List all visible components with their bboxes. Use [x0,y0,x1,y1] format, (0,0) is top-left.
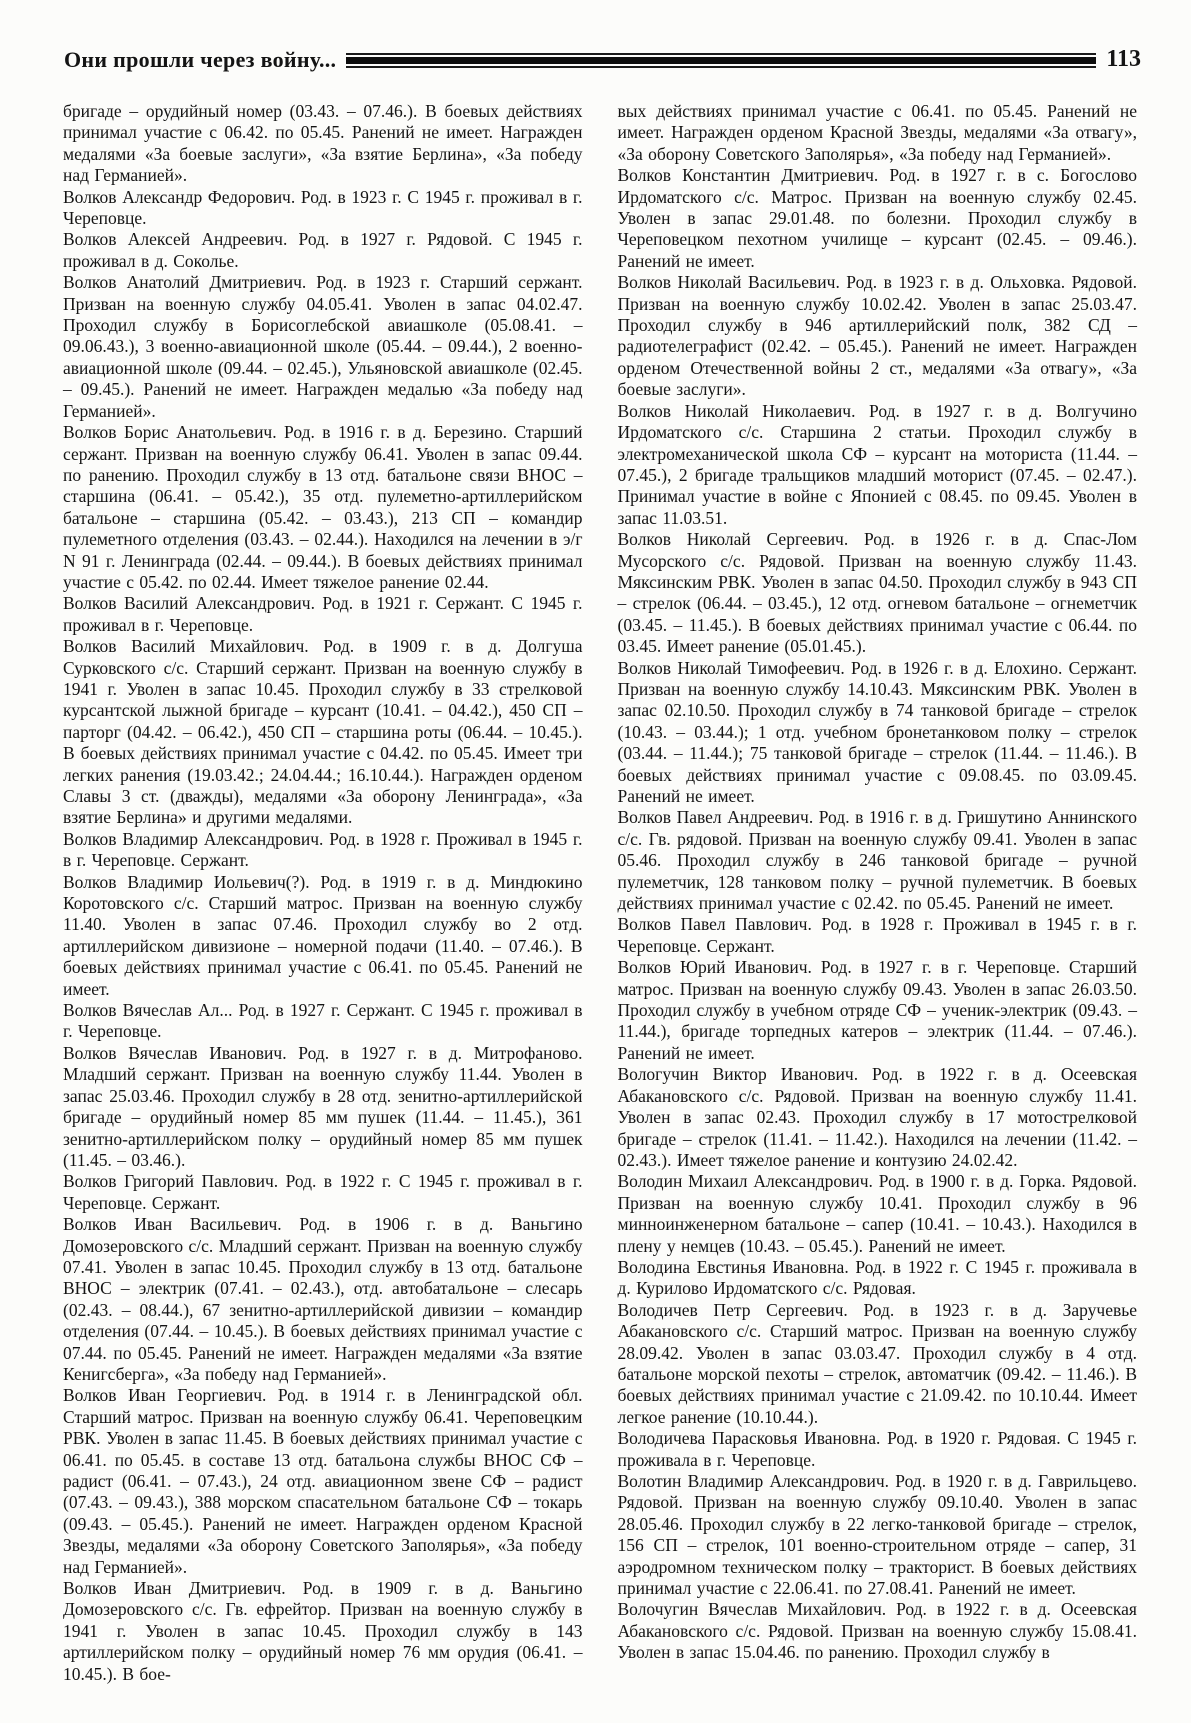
biography-entry: бригаде – орудийный номер (03.43. – 07.46.). В боевых действиях принимал участие с 06.42. по 05.45. Ранений не имеет. Награжден медалями «За боевые заслуги», «За взятие Берлина», «За победу над Германией». [63,101,583,186]
biography-entry: Волков Константин Дмитриевич. Род. в 1927 г. в с. Богослово Ирдоматского с/с. Матрос. Призван на военную службу 02.45. Уволен в запас 29.01.48. по болезни. Проходил службу в Череповецком пехотном училище – курсант (02.45. – 09.46.). Ранений не имеет. [617,165,1137,271]
rule-line-thin-bottom [346,66,1096,68]
biography-entry: Волков Александр Федорович. Род. в 1923 г. С 1945 г. проживал в г. Череповце. [63,186,583,229]
biography-entry: Волков Иван Васильевич. Род. в 1906 г. в д. Ваньгино Домозеровского с/с. Младший сержант. Призван на военную службу 07.41. Уволен в запас 10.45. Проходил службу в 13 отд. батальоне ВНОС – электрик (07.41. – 02.43.), отд. автобатальоне – слесарь (02.43. – 08.44.), 67 зенитно-артиллерийской дивизии – командир отделения (07.44. – 10.45.). В боевых действиях принимал участие с 07.44. по 05.45. Ранений не имеет. Награжден медалями «За взятие Кенигсберга», «За победу над Германией». [63,1214,583,1384]
rule-line-thick [346,57,1096,64]
biography-entry: Волков Юрий Иванович. Род. в 1927 г. в г. Череповце. Старший матрос. Призван на военную службу 09.43. Уволен в запас 26.03.50. Проходил службу в учебном отряде СФ – ученик-электрик (09.43. – 11.44.), бригаде торпедных катеров – электрик (11.44. – 07.46.). Ранений не имеет. [617,957,1137,1063]
biography-entry: Волков Павел Павлович. Род. в 1928 г. Проживал в 1945 г. в г. Череповце. Сержант. [617,914,1137,956]
biography-entry: Володин Михаил Александрович. Род. в 1900 г. в д. Горка. Рядовой. Призван на военную службу 10.41. Проходил службу в 96 минноинженерном батальоне – сапер (10.41. – 10.43.). Находился в плену у немцев (10.43. – 05.45.). Ранений не имеет. [617,1171,1137,1256]
biography-entry: Волков Иван Георгиевич. Род. в 1914 г. в Ленинградской обл. Старший матрос. Призван на военную службу 06.41. Череповецким РВК. Уволен в запас 11.45. В боевых действиях принимал участие с 06.41. по 05.45. в составе 13 отд. батальона службы ВНОС СФ – радист (06.41. – 07.43.), 24 отд. авиационном звене СФ – радист (07.43. – 09.43.), 388 морском спасательном батальоне СФ – токарь (09.43. – 05.45.). Ранений не имеет. Награжден орденом Красной Звезды, медалями «За оборону Советского Заполярья», «За победу над Германией». [63,1385,583,1577]
biography-entry: Волочугин Вячеслав Михайлович. Род. в 1922 г. в д. Осеевская Абакановского с/с. Рядовой. Призван на военную службу 15.08.41. Уволен в запас 15.04.46. по ранению. Проходил службу в [617,1599,1137,1663]
biography-entry: Волков Павел Андреевич. Род. в 1916 г. в д. Гришутино Аннинского с/с. Гв. рядовой. Призван на военную службу 09.41. Уволен в запас 05.46. Проходил службу в 246 танковой бригаде – ручной пулеметчик, 128 танковом полку – ручной пулеметчик. В боевых действиях принимал участие с 02.42. по 05.45. Ранений не имеет. [617,807,1137,914]
biography-entry: Волков Анатолий Дмитриевич. Род. в 1923 г. Старший сержант. Призван на военную службу 04.05.41. Уволен в запас 04.02.47. Проходил службу в Борисоглебской авиашколе (05.08.41. – 09.06.43.), 3 военно-авиационной школе (05.44. – 09.44.), 2 военно-авиационной школе (09.44. – 02.45.), Ульяновской авиашколе (02.45. – 09.45.). Ранений не имеет. Награжден медалью «За победу над Германией». [63,272,583,421]
biography-entry: Волков Алексей Андреевич. Род. в 1927 г. Рядовой. С 1945 г. проживал в д. Соколье. [63,229,583,271]
biography-entry: Волков Николай Сергеевич. Род. в 1926 г. в д. Спас-Лом Мусорского с/с. Рядовой. Призван на военную службу 11.43. Мяксинским РВК. Уволен в запас 04.50. Проходил службу в 943 СП – стрелок (06.44. – 03.45.), 12 отд. огневом батальоне – огнеметчик (03.45. – 11.45.). В боевых действиях принимал участие с 06.44. по 03.45. Имеет ранение (05.01.45.). [617,529,1137,657]
biography-entry: Волков Николай Васильевич. Род. в 1923 г. в д. Ольховка. Рядовой. Призван на военную службу 10.02.42. Уволен в запас 25.03.47. Проходил службу в 946 артиллерийский полк, 382 СД – радиотелеграфист (02.42. – 05.45.). Ранений не имеет. Награжден орденом Отечественной войны 2 ст., медалями «За отвагу», «За боевые заслуги». [617,272,1137,400]
biography-entry: Володина Евстинья Ивановна. Род. в 1922 г. С 1945 г. проживала в д. Курилово Ирдоматского с/с. Рядовая. [617,1256,1137,1299]
double-rule-divider [346,51,1096,68]
column-left [63,101,583,1685]
biography-entry: Волотин Владимир Александрович. Род. в 1920 г. в д. Гаврильцево. Рядовой. Призван на военную службу 09.10.40. Уволен в запас 28.05.46. Проходил службу в 22 легко-танковой бригаде – стрелок, 156 СП – стрелок, 101 военно-строительном отряде – сапер, 31 аэродромном техническом полку – тракторист. В боевых действиях принимал участие с 22.06.41. по 27.08.41. Ранений не имеет. [617,1471,1137,1599]
biography-entry: Волков Григорий Павлович. Род. в 1922 г. С 1945 г. проживал в г. Череповце. Сержант. [63,1171,583,1213]
rule-line-thin-top [346,53,1096,55]
biography-entry: Волков Иван Дмитриевич. Род. в 1909 г. в д. Ваньгино Домозеровского с/с. Гв. ефрейтор. Призван на военную службу в 1941 г. Уволен в запас 10.45. Проходил службу в 143 артиллерийском полку – орудийный номер 76 мм орудия (06.41. – 10.45.). В бое- [63,1578,583,1684]
biography-entry: Волков Василий Александрович. Род. в 1921 г. Сержант. С 1945 г. проживал в г. Череповце. [63,593,583,635]
page-number: 113 [1106,46,1141,72]
biography-entry: Волков Вячеслав Ал... Род. в 1927 г. Сержант. С 1945 г. проживал в г. Череповце. [63,1000,583,1042]
biography-entry: Волков Вячеслав Иванович. Род. в 1927 г. в д. Митрофаново. Младший сержант. Призван на военную службу 11.44. Уволен в запас 25.03.46. Проходил службу в 28 отд. зенитно-артиллерийской бригаде – орудийный номер 85 мм пушек (11.44. – 11.45.), 361 зенитно-артиллерийском полку – орудийный номер 85 мм пушек (11.45. – 03.46.). [63,1042,583,1170]
column-right [618,101,1138,1685]
biography-entry: Волков Борис Анатольевич. Род. в 1916 г. в д. Березино. Старший сержант. Призван на военную службу 06.41. Уволен в запас 09.44. по ранению. Проходил службу в 13 отд. батальоне связи ВНОС – старшина (06.41. – 05.42.), 35 отд. пулеметно-артиллерийском батальоне – старшина (05.42. – 03.43.), 213 СП – командир пулеметного отделения (03.43. – 02.44.). Находился на лечении в э/г N 91 г. Ленинграда (02.44. – 09.44.). В боевых действиях принимал участие с 05.42. по 02.44. Имеет тяжелое ранение 02.44. [63,422,583,592]
biography-entry: вых действиях принимал участие с 06.41. по 05.45. Ранений не имеет. Награжден орденом Красной Звезды, медалями «За отвагу», «За оборону Советского Заполярья», «За победу над Германией». [617,101,1137,164]
text-columns [63,101,1137,1685]
page-header [64,46,1141,73]
biography-entry: Волков Василий Михайлович. Род. в 1909 г. в д. Долгуша Сурковского с/с. Старший сержант. Призван на военную службу в 1941 г. Уволен в запас 10.45. Проходил службу в 33 стрелковой курсантской лыжной бригаде – курсант (10.41. – 04.42.), 450 СП – парторг (04.42. – 06.42.), 450 СП – старшина роты (06.44. – 10.45.). В боевых действиях принимал участие с 04.42. по 05.45. Имеет три легких ранения (19.03.42.; 24.04.44.; 16.10.44.). Награжден орденом Славы 3 ст. (дважды), медалями «За оборону Ленинграда», «За взятие Берлина» и другими медалями. [63,636,583,828]
biography-entry: Волков Владимир Александрович. Род. в 1928 г. Проживал в 1945 г. в г. Череповце. Сержант. [63,828,583,871]
biography-entry: Вологучин Виктор Иванович. Род. в 1922 г. в д. Осеевская Абакановского с/с. Рядовой. Призван на военную службу 11.41. Уволен в запас 02.43. Проходил службу в 17 мотострелковой бригаде – стрелок (11.41. – 11.42.). Находился на лечении (11.42. – 02.43.). Имеет тяжелое ранение и контузию 24.02.42. [617,1064,1137,1170]
biography-entry: Волков Николай Николаевич. Род. в 1927 г. в д. Волгучино Ирдоматского с/с. Старшина 2 статьи. Проходил службу в электромеханической школа СФ – курсант на моториста (11.44. – 07.45.), 2 бригаде тральщиков младший моторист (07.45. – 02.47.). Принимал участие в войне с Японией с 08.45. по 09.45. Уволен в запас 11.03.51. [617,400,1137,528]
biography-entry: Володичев Петр Сергеевич. Род. в 1923 г. в д. Заручевье Абакановского с/с. Старший матрос. Призван на военную службу 28.09.42. Уволен в запас 03.03.47. Проходил службу в 4 отд. батальоне морской пехоты – стрелок, автоматчик (09.42. – 11.46.). В боевых действиях принимал участие с 21.09.42. по 10.10.44. Имеет легкое ранение (10.10.44.). [617,1299,1137,1427]
running-head-title: Они прошли через войну... [64,46,337,72]
biography-entry: Володичева Парасковья Ивановна. Род. в 1920 г. Рядовая. С 1945 г. проживала в г. Череповце. [617,1428,1137,1470]
biography-entry: Волков Владимир Иольевич(?). Род. в 1919 г. в д. Миндюкино Коротовского с/с. Старший матрос. Призван на военную службу 11.40. Уволен в запас 07.46. Проходил службу во 2 отд. артиллерийском дивизионе – номерной подачи (11.40. – 07.46.). В боевых действиях принимал участие с 06.41. по 05.45. Ранений не имеет. [63,871,583,999]
biography-entry: Волков Николай Тимофеевич. Род. в 1926 г. в д. Елохино. Сержант. Призван на военную службу 14.10.43. Мяксинским РВК. Уволен в запас 02.10.50. Проходил службу в 74 танковой бригаде – стрелок (10.43. – 03.44.); 1 отд. учебном бронетанковом полку – стрелок (03.44. – 11.44.); 75 танковой бригаде – стрелок (11.44. – 11.46.). В боевых действиях принимал участие с 09.08.45. по 03.09.45. Ранений не имеет. [617,657,1137,806]
